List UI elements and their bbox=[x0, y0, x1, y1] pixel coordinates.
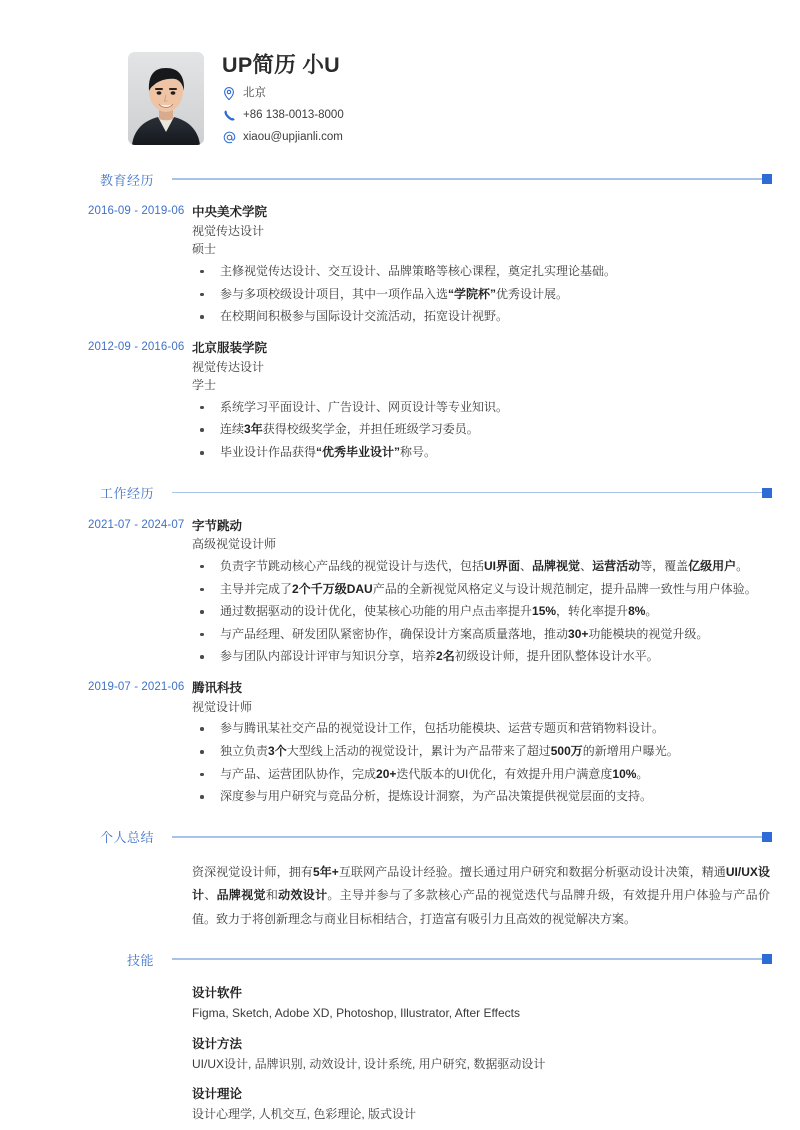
divider-line bbox=[172, 958, 762, 960]
skill-group-items: Figma, Sketch, Adobe XD, Photoshop, Illustrator, After Effects bbox=[192, 1006, 520, 1021]
divider-end-square bbox=[762, 954, 772, 964]
skill-group-1 bbox=[192, 1034, 770, 1074]
bullet-item: 主修视觉传达设计、交互设计、品牌策略等核心课程，奠定扎实理论基础。 bbox=[192, 261, 770, 282]
entry-organization: 北京服装学院 bbox=[192, 340, 268, 355]
phone-icon bbox=[222, 109, 236, 123]
entry-degree: 硕士 bbox=[192, 242, 217, 257]
entry-work-1 bbox=[0, 679, 800, 809]
contact-email-value: xiaou@upjianli.com bbox=[243, 130, 343, 143]
section-header-education bbox=[0, 165, 800, 193]
left-gutter bbox=[0, 983, 192, 1124]
entry-body bbox=[192, 203, 800, 329]
entry-body bbox=[192, 517, 800, 669]
entry-bullet-list bbox=[192, 397, 770, 463]
entry-organization: 字节跳动 bbox=[192, 518, 243, 533]
section-divider bbox=[172, 954, 800, 964]
bullet-item: 在校期间积极参与国际设计交流活动，拓宽设计视野。 bbox=[192, 306, 770, 327]
section-title-education: 教育经历 bbox=[99, 172, 154, 188]
section-skills bbox=[0, 945, 800, 1124]
entry-organization: 中央美术学院 bbox=[192, 205, 268, 219]
entry-major: 视觉传达设计 bbox=[192, 223, 265, 238]
entry-major: 视觉设计师 bbox=[192, 699, 253, 714]
entry-bullet-list bbox=[192, 261, 770, 327]
divider-end-square bbox=[762, 174, 772, 184]
entry-dates: 2021-07 - 2024-07 bbox=[88, 518, 185, 531]
entry-dates: 2012-09 - 2016-06 bbox=[88, 340, 185, 353]
bullet-item: 参与团队内部设计评审与知识分享，培养2名初级设计师，提升团队整体设计水平。 bbox=[192, 646, 770, 667]
skills-list bbox=[192, 983, 800, 1124]
bullet-item: 毕业设计作品获得“优秀毕业设计”称号。 bbox=[192, 442, 770, 463]
bullet-item: 与产品、运营团队协作，完成20+迭代版本的UI优化，有效提升用户满意度10%。 bbox=[192, 764, 770, 785]
section-divider bbox=[172, 488, 800, 498]
entry-body bbox=[192, 679, 800, 809]
section-divider bbox=[172, 832, 800, 842]
skill-group-2 bbox=[192, 1084, 770, 1124]
divider-line bbox=[172, 492, 762, 494]
entry-major: 视觉传达设计 bbox=[192, 359, 265, 374]
bullet-item: 参与多项校级设计项目，其中一项作品入选“学院杯”优秀设计展。 bbox=[192, 284, 770, 305]
entry-dates: 2016-09 - 2019-06 bbox=[88, 205, 185, 217]
section-title-summary: 个人总结 bbox=[99, 830, 154, 846]
bullet-item: 与产品经理、研发团队紧密协作，确保设计方案高质量落地，推动30+功能模块的视觉升级。 bbox=[192, 624, 770, 645]
contact-email bbox=[222, 131, 344, 145]
section-header-summary bbox=[0, 823, 800, 851]
entry-degree: 学士 bbox=[192, 378, 217, 393]
resume-sections bbox=[0, 165, 800, 823]
at-email-icon bbox=[222, 131, 236, 145]
bullet-item: 通过数据驱动的设计优化，使某核心功能的用户点击率提升15%，转化率提升8%。 bbox=[192, 601, 770, 622]
entry-bullet-list bbox=[192, 718, 770, 807]
contact-location bbox=[222, 87, 344, 101]
avatar bbox=[128, 52, 204, 145]
bullet-item: 深度参与用户研究与竞品分析，提炼设计洞察，为产品决策提供视觉层面的支持。 bbox=[192, 786, 770, 807]
section-divider bbox=[172, 174, 800, 184]
bullet-item: 连续3年获得校级奖学金，并担任班级学习委员。 bbox=[192, 419, 770, 440]
header-info bbox=[222, 52, 344, 145]
skill-group-name: 设计方法 bbox=[192, 1036, 243, 1051]
entry-bullet-list bbox=[192, 556, 770, 667]
skill-group-name: 设计软件 bbox=[192, 986, 243, 1001]
bullet-item: 参与腾讯某社交产品的视觉设计工作，包括功能模块、运营专题页和营销物料设计。 bbox=[192, 718, 770, 739]
section-work bbox=[0, 479, 800, 809]
contact-location-value: 北京 bbox=[243, 86, 266, 99]
resume-header bbox=[128, 0, 800, 145]
bullet-item: 主导并完成了2个千万级DAU产品的全新视觉风格定义与设计规范制定，提升品牌一致性与用户体验。 bbox=[192, 579, 770, 600]
left-gutter bbox=[0, 861, 192, 931]
skill-group-items: UI/UX设计, 品牌识别, 动效设计, 设计系统, 用户研究, 数据驱动设计 bbox=[192, 1056, 546, 1071]
section-header-skills bbox=[0, 945, 800, 973]
summary-text: 资深视觉设计师，拥有5年+互联网产品设计经验。擅长通过用户研究和数据分析驱动设计决策，精通UI/UX设计、品牌视觉和动效设计。主导并参与了多款核心产品的视觉迭代与品牌升级，有效提升用户体验与产品价值。致力于将创新理念与商业目标相结合，打造富有吸引力且高效的视觉解决方案。 bbox=[192, 864, 770, 926]
contact-phone-value: +86 138-0013-8000 bbox=[243, 108, 344, 121]
entry-dates: 2019-07 - 2021-06 bbox=[88, 681, 185, 694]
divider-end-square bbox=[762, 832, 772, 842]
entry-organization: 腾讯科技 bbox=[192, 681, 243, 696]
divider-line bbox=[172, 836, 762, 838]
divider-end-square bbox=[762, 488, 772, 498]
section-title-work: 工作经历 bbox=[99, 486, 154, 502]
page-title: UP简历 小U bbox=[222, 53, 340, 77]
divider-line bbox=[172, 178, 762, 180]
bullet-item: 负责字节跳动核心产品线的视觉设计与迭代，包括UI界面、品牌视觉、运营活动等，覆盖亿级用户。 bbox=[192, 556, 770, 577]
bullet-item: 系统学习平面设计、广告设计、网页设计等专业知识。 bbox=[192, 397, 770, 418]
skill-group-items: 设计心理学, 人机交互, 色彩理论, 版式设计 bbox=[192, 1107, 417, 1122]
entry-body bbox=[192, 339, 800, 465]
contact-phone bbox=[222, 109, 344, 123]
entry-major: 高级视觉设计师 bbox=[192, 537, 277, 552]
section-summary bbox=[0, 823, 800, 931]
skill-group-0 bbox=[192, 983, 770, 1023]
section-title-skills: 技能 bbox=[126, 952, 154, 968]
bullet-item: 独立负责3个大型线上活动的视觉设计，累计为产品带来了超过500万的新增用户曝光。 bbox=[192, 741, 770, 762]
location-pin-icon bbox=[222, 87, 236, 101]
entry-work-0 bbox=[0, 517, 800, 669]
skill-group-name: 设计理论 bbox=[192, 1086, 243, 1101]
entry-education-1 bbox=[0, 339, 800, 465]
section-header-work bbox=[0, 479, 800, 507]
entry-education-0 bbox=[0, 203, 800, 329]
section-education bbox=[0, 165, 800, 465]
